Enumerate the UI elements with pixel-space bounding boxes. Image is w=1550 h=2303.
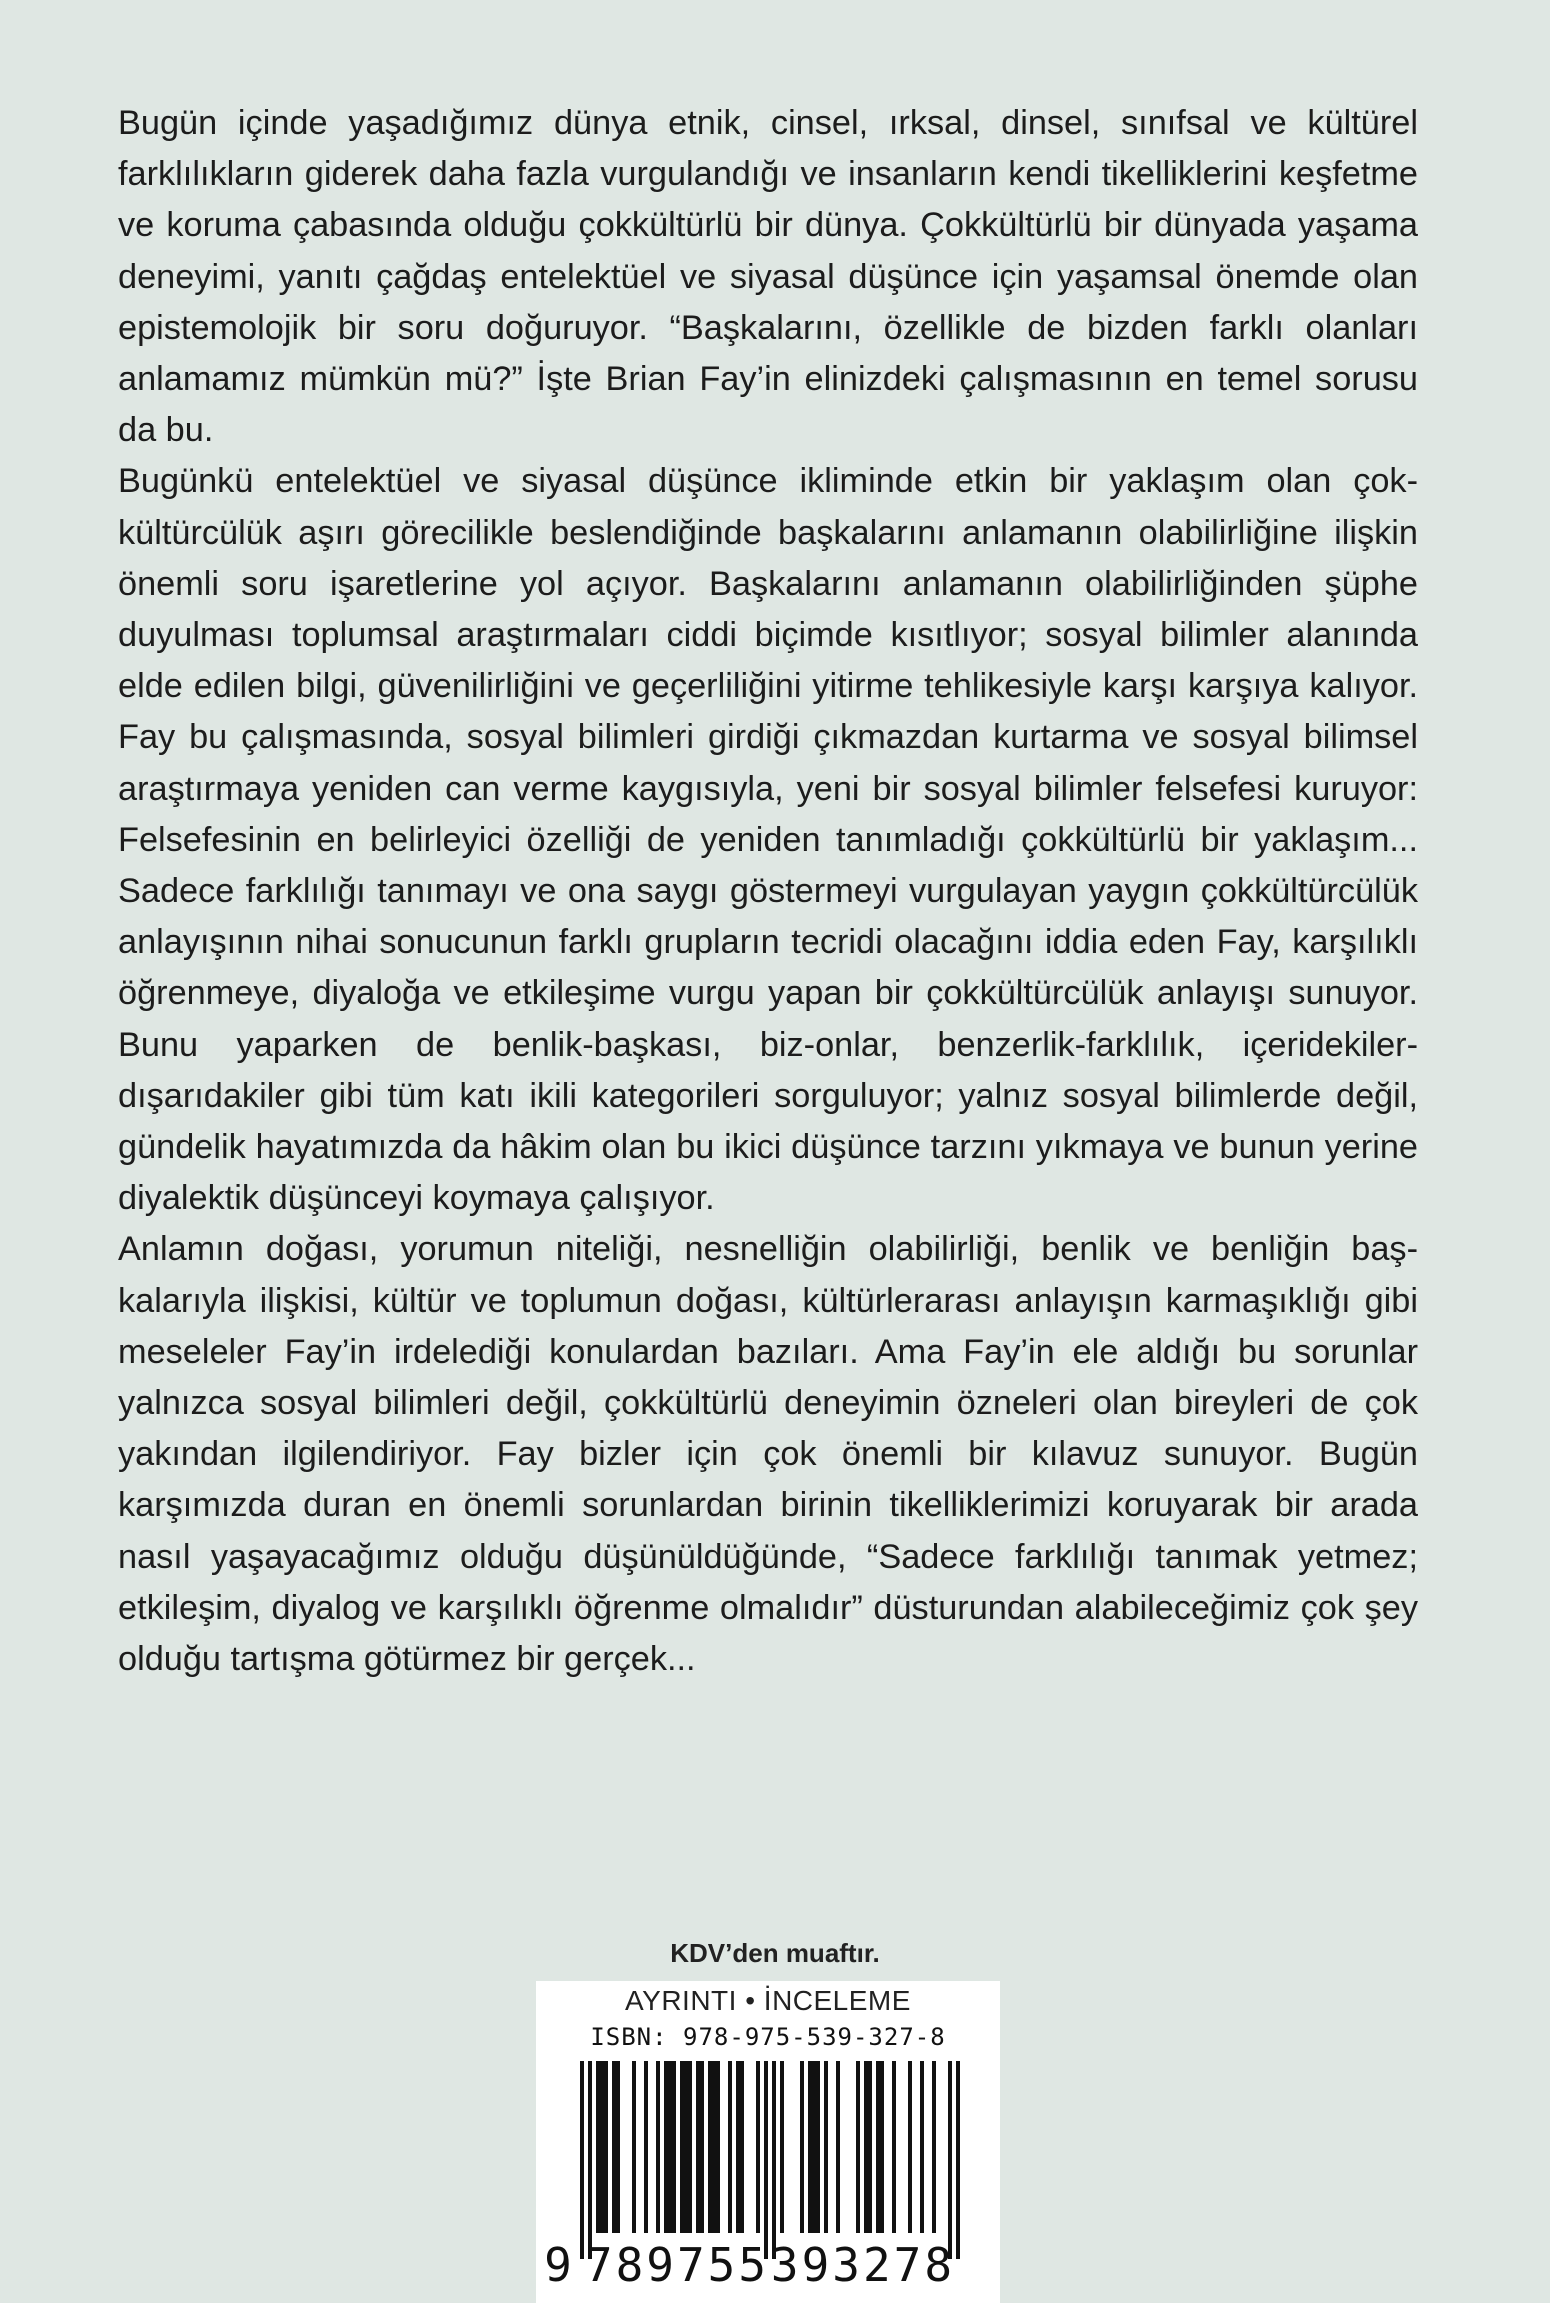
barcode-bar: [728, 2061, 732, 2233]
barcode-bar: [780, 2061, 784, 2233]
barcode-bar: [632, 2061, 636, 2233]
barcode-bar: [864, 2061, 868, 2233]
blurb-paragraph-2: Bugünkü entelektüel ve siyasal düşünce ikliminde etkin bir yaklaşım olan çokkültürcülük aşırı görecilikle beslendiğinde başkalarını anlamanın olabilirliğine ilişkin önemli soru işaretlerine yol açıyor. Başkalarını anlamanın olabilirliğinden şüphe duyulması toplumsal araştırmaları ciddi biçimde kısıtlıyor; sosyal bilimler alanında elde edilen bilgi, güvenilirliğini ve geçerliliğini yitirme tehlikesiyle karşı karşıya kalıyor. Fay bu çalışmasında, sosyal bilimleri girdiği çıkmazdan kurtarma ve sosyal bilimsel araştırmaya yeniden can verme kaygısıyla, yeni bir sosyal bilimler felsefesi kuruyor: Felsefesinin en belirleyici özelliği de yeniden tanımladığı çokkültürlü bir yaklaşım... Sadece farklılığı tanımayı ve ona saygı göstermeyi vurgulayan yaygın çokkültürcülük anlayışının nihai sonucunun farklı grupların tecridi olacağını iddia eden Fay, karşılıklı öğrenmeye, diyaloğa ve etkileşime vurgu yapan bir çokkültürcülük anlayışı sunuyor. Bunu yaparken de benlik-başkası, biz-onlar, benzerlik-farklılık, içeridekiler-dışarıdakiler gibi tüm katı ikili kategorileri sorguluyor; yalnız sosyal bilimlerde değil, gündelik hayatımızda da hâkim olan bu ikici düşünce tarzını yıkmaya ve bunun yerine diyalektik düşünceyi koymaya çalışıyor.: [118, 462, 1418, 1218]
back-cover-blurb: [118, 98, 1418, 1685]
barcode-bar: [868, 2061, 872, 2233]
blurb-paragraph-1: Bugün içinde yaşadığımız dünya etnik, cinsel, ırksal, dinsel, sınıfsal ve kültürel farklılıkların giderek daha fazla vurgulandığı ve insanların kendi tikelliklerini keşfetme ve koruma çabasında olduğu çokkültürlü bir dünya. Çokkültürlü bir dünyada yaşama deneyimi, yanıtı çağdaş entelektüel ve siyasal düşünce için yaşamsal önemde olan epistemolojik bir soru doğuruyor. “Başkalarını, özellikle de bizden farklı olanları anlamamız mümkün mü?” İşte Brian Fay’in elinizdeki çalışmasının en temel sorusu da bu.: [118, 104, 1418, 450]
barcode-bar: [808, 2061, 812, 2233]
barcode-bar: [716, 2061, 720, 2233]
barcode-bar: [856, 2061, 860, 2233]
barcode-bar: [668, 2061, 672, 2233]
barcode-digits-right: 393278: [770, 2238, 956, 2292]
blurb-paragraph-3: Anlamın doğası, yorumun niteliği, nesnelliğin olabilirliği, benlik ve benliğin başkalarıyla ilişkisi, kültür ve toplumun doğası, kültürlerarası anlayışın karmaşıklığı gibi meseleler Fay’in irdelediği konulardan bazıları. Ama Fay’in ele aldığı bu sorunlar yalnızca sosyal bilimleri değil, çokkültürlü deneyimin özneleri olan bireyleri de çok yakından ilgilendiriyor. Fay bizler için çok önemli bir kılavuz sunuyor. Bugün karşımızda duran en önemli sorunlardan birinin tikelliklerimizi koruyarak bir arada nasıl yaşayacağımız olduğu düşünüldüğünde, “Sadece farklılığı tanımak yetmez; etkileşim, diyalog ve karşılıklı öğrenme olmalıdır” düsturundan alabileceğimiz çok şey olduğu tartışma götürmez bir gerçek...: [118, 1230, 1418, 1679]
barcode-bar: [920, 2061, 924, 2233]
barcode-bar: [836, 2061, 840, 2233]
barcode-bar: [736, 2061, 740, 2233]
barcode-bar: [600, 2061, 604, 2233]
barcode-bar: [772, 2061, 776, 2259]
barcode-bar: [708, 2061, 712, 2233]
barcode-bar: [892, 2061, 896, 2233]
barcode-bars: [580, 2061, 960, 2259]
barcode-bar: [956, 2061, 960, 2259]
barcode-bar: [800, 2061, 804, 2233]
barcode-bar: [876, 2061, 880, 2233]
barcode-bar: [824, 2061, 828, 2233]
barcode-bar: [664, 2061, 668, 2233]
isbn-number: ISBN: 978-975-539-327-8: [590, 2023, 946, 2051]
barcode-bar: [764, 2061, 768, 2259]
barcode-bar: [816, 2061, 820, 2233]
barcode-bar: [948, 2061, 952, 2259]
barcode-bar: [604, 2061, 608, 2233]
publisher-series-label: AYRINTI • İNCELEME: [625, 1985, 911, 2016]
barcode-digit-lead: 9: [544, 2238, 572, 2292]
barcode-bar: [932, 2061, 936, 2233]
barcode-bar: [740, 2061, 744, 2233]
barcode-bar: [672, 2061, 676, 2233]
barcode-bar: [612, 2061, 616, 2233]
barcode-bar: [688, 2061, 692, 2233]
barcode-bar: [596, 2061, 600, 2233]
barcode-bar: [656, 2061, 660, 2233]
isbn-barcode-box: [536, 1981, 1000, 2303]
barcode-bar: [644, 2061, 648, 2233]
barcode-bar: [696, 2061, 700, 2233]
vat-exempt-note: KDV’den muaftır.: [670, 1938, 880, 1968]
barcode-bar: [812, 2061, 816, 2233]
ean13-barcode: [536, 1981, 1000, 2303]
barcode-bar: [908, 2061, 912, 2233]
barcode-bar: [756, 2061, 760, 2233]
barcode-bar: [616, 2061, 620, 2233]
barcode-bar: [580, 2061, 584, 2259]
barcode-bar: [680, 2061, 684, 2233]
barcode-bar: [700, 2061, 704, 2233]
barcode-bar: [712, 2061, 716, 2233]
barcode-digits-left: 789755: [584, 2238, 770, 2292]
barcode-bar: [588, 2061, 592, 2259]
barcode-bar: [684, 2061, 688, 2233]
barcode-bar: [880, 2061, 884, 2233]
